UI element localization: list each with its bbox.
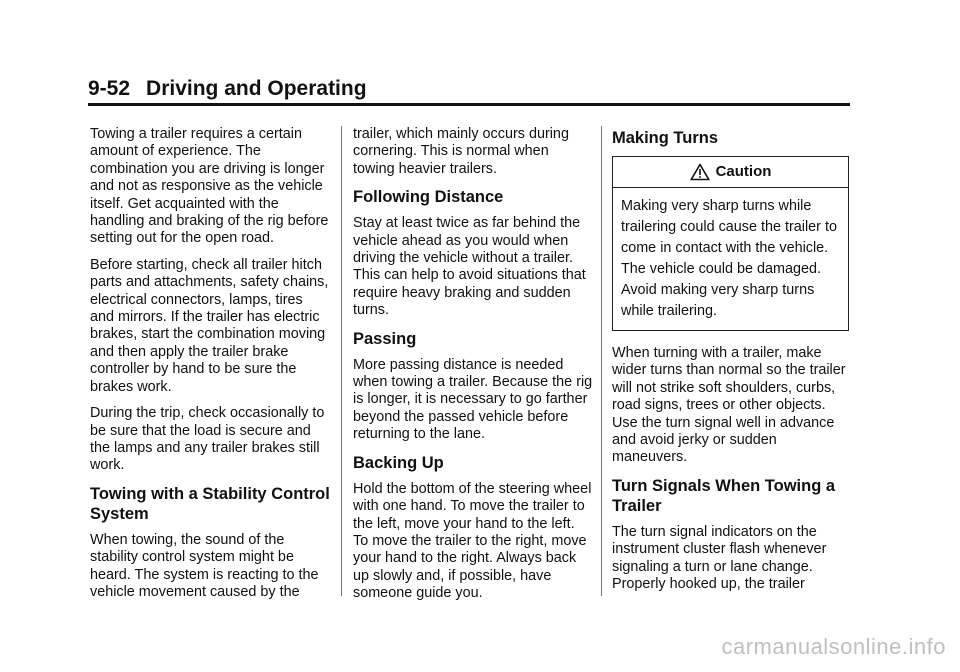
page-number: 9-52	[88, 77, 131, 100]
paragraph: Stay at least twice as far behind the vehicle ahead as you would when driving the vehicle without a trailer. This can help to avoid situations that require heavy braking and sudden turns.	[353, 215, 586, 319]
paragraph: Towing a trailer requires a certain amount of experience. The combination you are driving is longer and not as responsive as the vehicle itself. Get acquainted with the handling and braking of the rig before setting out for the open road.	[90, 126, 329, 247]
heading-following-distance: Following Distance	[353, 188, 504, 207]
column-divider	[341, 126, 342, 596]
watermark: carmanualsonline.info	[721, 634, 946, 659]
caution-header	[613, 157, 848, 188]
paragraph: When towing, the sound of the stability control system might be heard. The system is reacting to the vehicle movement caused by the	[90, 531, 319, 600]
warning-triangle-icon	[690, 163, 710, 181]
column-1	[90, 126, 330, 610]
heading-turn-signals: Turn Signals When Towing a Trailer	[612, 476, 836, 515]
paragraph: The turn signal indicators on the instrument cluster flash whenever signaling a turn or lane change. Properly hooked up, the trailer	[612, 523, 827, 593]
caution-text: Making very sharp turns while trailering could cause the trailer to come in contact with the vehicle. The vehicle could be damaged. Avoid making very sharp turns while trailering.	[621, 198, 837, 319]
column-divider	[601, 126, 602, 596]
paragraph: Hold the bottom of the steering wheel with one hand. To move the trailer to the left, move your hand to the left. To move the trailer to the right, move your hand to the right. Always back up slowly and, if possible, have someone guide you.	[353, 480, 592, 602]
paragraph: During the trip, check occasionally to be sure that the load is secure and the lamps and any trailer brakes still work.	[90, 405, 325, 474]
section-title: Driving and Operating	[146, 77, 367, 100]
heading-passing: Passing	[353, 329, 417, 348]
paragraph: More passing distance is needed when towing a trailer. Because the rig is longer, it is necessary to go farther beyond the passed vehicle before returning to the lane.	[353, 356, 593, 443]
paragraph: trailer, which mainly occurs during cornering. This is normal when towing heavier trailers.	[353, 126, 569, 177]
paragraph: When turning with a trailer, make wider turns than normal so the trailer will not strike soft shoulders, curbs, road signs, trees or other objects. Use the turn signal well in advance and avoid jerky or sudden maneuvers.	[612, 345, 846, 466]
paragraph: Before starting, check all trailer hitch parts and attachments, safety chains, electrical connectors, lamps, tires and mirrors. If the trailer has electric brakes, start the combination moving and then apply the trailer brake controller by hand to be sure the brakes work.	[90, 256, 329, 395]
heading-stability-control: Towing with a Stability Control System	[90, 484, 330, 523]
column-3	[612, 126, 852, 602]
caution-label: Caution	[715, 163, 772, 181]
page-header	[88, 77, 850, 106]
heading-making-turns: Making Turns	[612, 129, 719, 147]
heading-backing-up: Backing Up	[353, 453, 444, 472]
column-2	[353, 126, 593, 612]
caution-box	[612, 156, 849, 331]
